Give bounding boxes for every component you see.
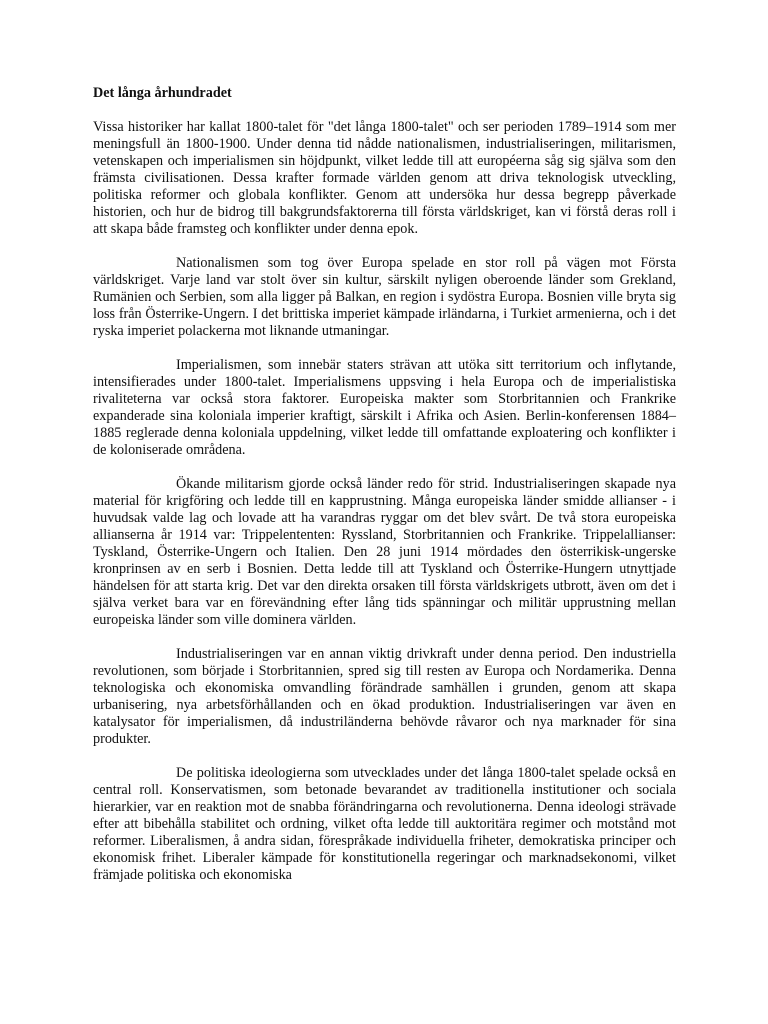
paragraph-intro: Vissa historiker har kallat 1800-talet för "det långa 1800-talet" och ser perioden 1789–1914 som mer meningsfull än 1800-1900. Under denna tid nådde nationalismen, industrialiseringen, militarismen, vetenskapen och imperialismen sin höjdpunkt, vilket ledde till att européerna såg sig själva som den främsta civilisationen. Dessa krafter formade världen genom att driva teknologisk utveckling, politiska reformer och globala konflikter. Genom att undersöka hur dessa begrepp påverkade historien, och hur de bidrog till bakgrundsfaktorerna till första världskriget, kan vi förstå deras roll i att skapa både framsteg och konflikter under denna epok. xyxy=(93,119,676,237)
paragraph-ideologies: De politiska ideologierna som utvecklades under det långa 1800-talet spelade också en central roll. Konservatismen, som betonade bevarandet av traditionella institutioner och sociala hierarkier, var en reaktion mot de snabba förändringarna och revolutionerna. Denna ideologi strävade efter att bibehålla stabilitet och ordning, vilket ofta ledde till auktoritära regimer och motstånd mot reformer. Liberalismen, å andra sidan, förespråkade individuella friheter, demokratiska principer och ekonomisk frihet. Liberaler kämpade för konstitutionella regeringar och marknadsekonomi, vilket främjade politiska och ekonomiska xyxy=(93,765,676,883)
paragraph-industrialization: Industrialiseringen var en annan viktig drivkraft under denna period. Den industriella revolutionen, som började i Storbritannien, spred sig till resten av Europa och Nordamerika. Denna teknologiska och ekonomiska omvandling förändrade samhällen i grunden, genom att skapa urbanisering, nya arbetsförhållanden och en ökad produktion. Industrialiseringen var även en katalysator för imperialismen, då industriländerna behövde råvaror och nya marknader för sina produkter. xyxy=(93,646,676,747)
document-title: Det långa århundradet xyxy=(93,85,232,101)
paragraph-nationalism: Nationalismen som tog över Europa spelade en stor roll på vägen mot Första världskriget. Varje land var stolt över sin kultur, särskilt nyligen oberoende länder som Grekland, Rumänien och Serbien, som alla ligger på Balkan, en region i sydöstra Europa. Bosnien ville bryta sig loss från Österrike-Ungern. I det brittiska imperiet kämpade irländarna, i Turkiet armenierna, och i det ryska imperiet polackerna mot liknande utmaningar. xyxy=(93,255,676,339)
document-body xyxy=(93,85,676,884)
paragraph-imperialism: Imperialismen, som innebär staters strävan att utöka sitt territorium och inflytande, intensifierades under 1800-talet. Imperialismens uppsving i hela Europa och de imperialistiska rivaliteterna var också stora faktorer. Europeiska makter som Storbritannien och Frankrike expanderade sina koloniala imperier kraftigt, särskilt i Afrika och Asien. Berlin-konferensen 1884–1885 reglerade denna koloniala uppdelning, vilket ledde till omfattande exploatering och konflikter i de koloniserade områdena. xyxy=(93,357,676,458)
paragraph-militarism: Ökande militarism gjorde också länder redo för strid. Industrialiseringen skapade nya material för krigföring och ledde till en kapprustning. Många europeiska länder smidde allianser - i huvudsak valde lag och lovade att ha varandras ryggar om det blev svårt. De två stora europeiska allianserna år 1914 var: Trippelententen: Ryssland, Storbritannien och Frankrike. Trippelallianser: Tyskland, Österrike-Ungern och Italien. Den 28 juni 1914 mördades den österrikisk-ungerske kronprinsen av en serb i Bosnien. Detta ledde till att Tyskland och Österrike-Hungern utnyttjade händelsen för att starta krig. Det var den direkta orsaken till första världskrigets utbrott, även om det i själva verket bara var en förevändning efter lång tids spänningar och militär upprustning mellan europeiska länder som ville dominera världen. xyxy=(93,476,676,628)
